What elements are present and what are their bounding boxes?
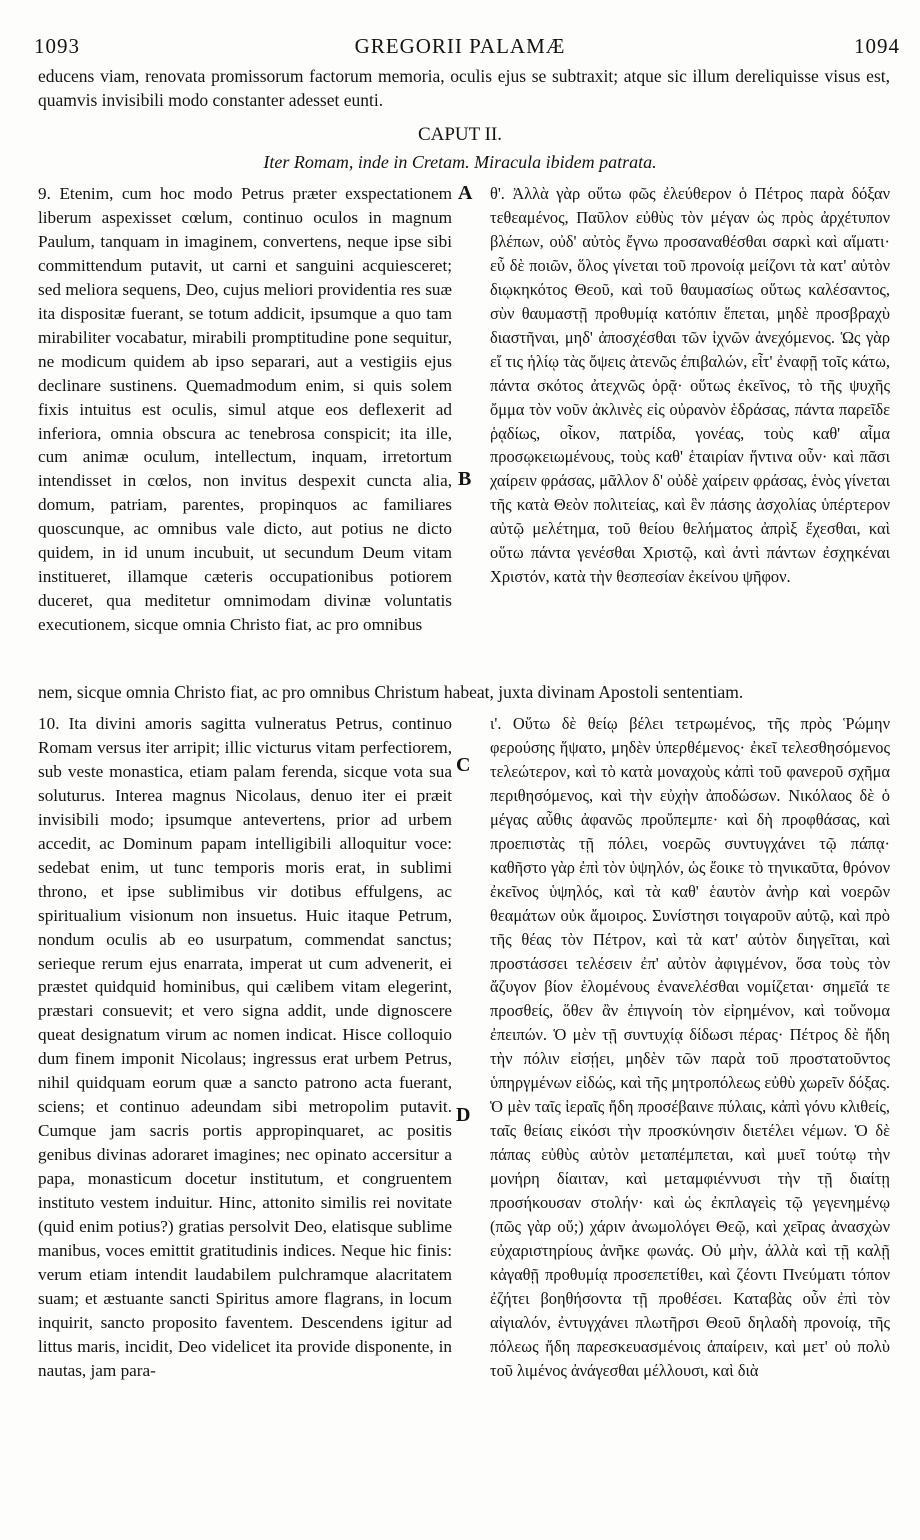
margin-marker-a: A: [458, 182, 473, 204]
page-header: [0, 34, 920, 62]
margin-marker-c: C: [456, 754, 471, 776]
margin-marker-d: D: [456, 1104, 471, 1126]
greek-paragraph-9: θ'. Ἀλλὰ γὰρ οὕτω φῶς ἐλεύθερον ὁ Πέτρος παρὰ δόξαν τεθεαμένος, Παῦλον εὐθὺς τὸν μέγαν ὡς πρὸς ἀρχέτυπον βλέπων, οὐδ' αὐτὸς ἔγνω προσαναθέσθαι σαρκὶ καὶ αἵματι· εὖ δὲ ποιῶν, ὅλος γίνεται τοῦ προνοίᾳ μείζονι τὰ κατ' αὐτὸν διῳκηκότος Θεοῦ, καὶ τοῦ θαυμασίως οὕτως καλέσαντος, σὺν θαυμαστῇ προθυμίᾳ κατόπιν ἕπεται, μηδὲ προσβραχὺ διαστῆναι, μηδ' ἀποσχέσθαι τῶν ἰχνῶν ἀνεχόμενος. Ὡς γὰρ εἴ τις ἡλίῳ τὰς ὄψεις ἀτενῶς ἐπιβαλών, εἶτ' ἐναφῇ τοῖς κάτω, πάντα σκότος ἀτεχνῶς ὁρᾷ· οὕτως ἐκεῖνος, τὸ τῆς ψυχῆς ὄμμα τὸν νοῦν ἀκλινὲς εἰς οὐρανὸν ἑδράσας, πάντα παρεῖδε ῥᾳδίως, οἶκον, πατρίδα, γονέας, τοὺς καθ' αἷμα προσῳκειωμένους, τοὺς καθ' ἑταιρίαν ἥντινα οὖν· καὶ πᾶσι χαίρειν φράσας, μᾶλλον δ' οὐδὲ χαίρειν φράσας, ἑνὸς γίνεται τῆς κατὰ Θεὸν πολιτείας, καὶ ἓν πάσης ἀσχολίας ὑπέρτερον αὐτῷ μελέτημα, τοῦ θείου θελήματος ἀπρὶξ ἔχεσθαι, καὶ οὕτω πάντα γενέσθαι Χριστῷ, καὶ ἀντὶ πάντων ἐσχηκέναι Χριστόν, κατὰ τὴν θεσπεσίαν ἐκείνου ψῆφον.: [490, 184, 890, 587]
latin-paragraph-9: 9. Etenim, cum hoc modo Petrus præter exspectationem liberum aspexisset cœlum, continuo oculos in magnum Paulum, tanquam in imaginem, convertens, neque ipse sibi committendum putavit, ut carni et sanguini acquiesceret; sed meliora sequens, Deo, cujus meliori providentia res suæ ita dispositæ fuerant, se totum addicit, ipsumque a quo tam mirabiliter vocabatur, mirabili promptitudine pone sequitur, ne modicum quidem ab ipso separari, aut a vestigiis ejus declinare sustinens. Quemadmodum enim, si quis solem fixis intuitus est oculis, simul atque eos deflexerit ad inferiora, omnia obscura ac tenebrosa conspicit; ita ille, cum animæ oculum, intellectum, inquam, irretortum intendisset in cœlos, non invitus despexit cuncta alia, domum, patriam, parentes, propinquos ac familiares quoscunque, ac omnibus vale dicto, aut potius ne dicto quidem, in id unum incubuit, ut secundum Deum vitam institueret, illamque cæteris occupationibus potiorem duceret, qua meditetur omnimodam divinæ voluntatis executionem, sicque omnia Christo fiat, ac pro omnibus: [38, 184, 452, 635]
shared-closing-line: nem, sicque omnia Christo fiat, ac pro omnibus Christum habeat, juxta divinam Apostoli sententiam.: [38, 682, 744, 702]
greek-column-section-9: [490, 182, 890, 674]
intro-paragraph: educens viam, renovata promissorum factorum memoria, oculis ejus se subtraxit; atque sic illum dereliquisse visus est, quamvis invisibili modo constanter adesset eunti.: [38, 66, 890, 110]
page-number-right: 1094: [854, 34, 900, 58]
latin-column-section-10: [38, 712, 452, 1528]
chapter-heading: CAPUT II.: [417, 124, 503, 145]
page-number-left: 1093: [34, 34, 80, 58]
chapter-subtitle: Iter Romam, inde in Cretam. Miracula ibidem patrata.: [263, 152, 657, 172]
greek-paragraph-10: ι'. Οὕτω δὲ θείῳ βέλει τετρωμένος, τῆς πρὸς Ῥώμην φερούσης ἥψατο, μηδὲν ὑπερθέμενος· ἐκεῖ τελεσθησόμενος τελεώτερον, καὶ τὸ κατὰ μοναχοὺς κἀπὶ τοῦ φανεροῦ σχῆμα περιθησόμενος, καὶ τὴν εὐχὴν ἀποδώσων. Νικόλαος δὲ ὁ μέγας αὖθις ἀφανῶς προὔπεμπε· καὶ δὴ προφθάσας, καὶ προεπιστὰς τῇ πόλει, νοερῶς συντυγχάνει τῷ πάπᾳ· καθῆστο γὰρ ἐπὶ τὸν ὑψηλόν, ὡς ἔοικε τὸ τηνικαῦτα, θρόνον ἐκεῖνος ὑψηλός, καὶ τὰ καθ' ἑαυτὸν ἀνὴρ καὶ νοερῶν θεαμάτων οὐκ ἄμοιρος. Συνίστησι τοιγαροῦν αὐτῷ, καὶ πρὸ τῆς θέας τὸν Πέτρον, καὶ τὰ κατ' αὐτὸν διηγεῖται, καὶ προστάσσει τελέσειν ἐπ' αὐτὸν ἀφιγμένον, ὅσα τοὺς τὸν ἄζυγον βίον ἑλομένους ἐνανελέσθαι νομίζεται· σημεῖά τε προσθείς, ὅθεν ἂν ἐπιγνοίη τὸν εἰρημένον, καὶ τοὔνομα ἐπειπών. Ὁ μὲν τῇ συντυχίᾳ δίδωσι πέρας· Πέτρος δὲ ἤδη τὴν πόλιν εἰσῄει, μηδὲν τῶν παρὰ τοῦ προστατοῦντος ὑπηργμένων εἰδώς, καὶ τῆς μητροπόλεως εὐθὺ χωρεῖν δόξας. Ὁ μὲν ταῖς ἱεραῖς ἤδη προσέβαινε πύλαις, κἀπὶ γόνυ κλιθείς, ταῖς θείαις εἰκόσι τὴν προσκύνησιν διετέλει νέμων. Ὁ δὲ πάπας εὐθὺς αὐτὸν μεταπέμπεται, καὶ μυεῖ τούτῳ τὴν μονήρη δίαιταν, καὶ μεταμφιέννυσι τὴν τῇ διαίτῃ προσήκουσαν στολήν· καὶ ὡς ἐκπλαγεὶς τῷ γεγενημένῳ (πῶς γὰρ οὔ;) χάριν ἀνωμολόγει Θεῷ, καὶ χεῖρας ἀνασχὼν εὐχαριστηρίους ἀνῆκε φωνάς. Οὐ μὴν, ἀλλὰ καὶ τῇ καλῇ κἀγαθῇ προθυμίᾳ προσεπετίθει, καὶ ζέοντι Πνεύματι τόπον ἐζήτει βοηθήσοντα τῇ προθέσει. Καταβὰς οὖν ἐπὶ τὸν αἰγιαλόν, ἐντυγχάνει πλωτῆρσι Θεοῦ δηλαδὴ προνοίᾳ, τῆς πόλεως ἤδη παρεσκευασμένοις ἀπαίρειν, καὶ μετ' οὐ πολὺ τοῦ λιμένος ἀνάγεσθαι μέλλουσι, καὶ διὰ: [490, 714, 890, 1380]
latin-paragraph-10: 10. Ita divini amoris sagitta vulneratus Petrus, continuo Romam versus iter arripit; illic victurus vitam perfectiorem, sub veste monastica, etiam palam ferenda, sicque vota sua soluturus. Interea magnus Nicolaus, denuo iter ei præit invisibili modo; ipsumque antevertens, prior ad urbem accedit, ac Dominum papam intelligibili alloquitur voce: sedebat enim, ut tunc temporis moris erat, in sublimi throno, et ipse sublimibus vir dotibus effulgens, ac spiritualium visionum non insuetus. Huic itaque Petrum, nondum oculis ab eo usurpatum, commendat sanctus; serieque rerum ejus enarrata, imperat ut cum advenerit, ei præstet quidquid hominibus, qui cælibem vitam elegerint, præstari consuevit; et vero signa addit, unde dignoscere queat designatum virum ac nomen indicat. Hisce colloquio dum finem imponit Nicolaus; ingressus erat urbem Petrus, nihil quidquam eorum quæ a sancto patrono acta fuerant, sciens; et continuo adeundam sibi metropolim putavit. Cumque jam sacris portis appropinquaret, ac positis genibus divinas adoraret imagines; nec opinato accersitur a papa, monasticum docetur institutum, et congruentem instituto vestem induitur. Hinc, attonito similis rei novitate (quid enim potius?) gratias persolvit Deo, elatisque sublime manibus, voces emittit gratitudinis indices. Neque hic finis: verum etiam intendit laudabilem pulchramque alacritatem suam; et æstuante sancti Spiritus amore flagrans, in locum inquirit, sancto proposito faventem. Descendens igitur ad littus maris, incidit, Deo videlicet ita provide disponente, in nautas, jam para-: [38, 714, 452, 1380]
running-title: GREGORII PALAMÆ: [354, 34, 566, 58]
latin-column-section-9: [38, 182, 452, 674]
margin-marker-b: B: [458, 468, 472, 490]
greek-column-section-10: [490, 712, 890, 1528]
